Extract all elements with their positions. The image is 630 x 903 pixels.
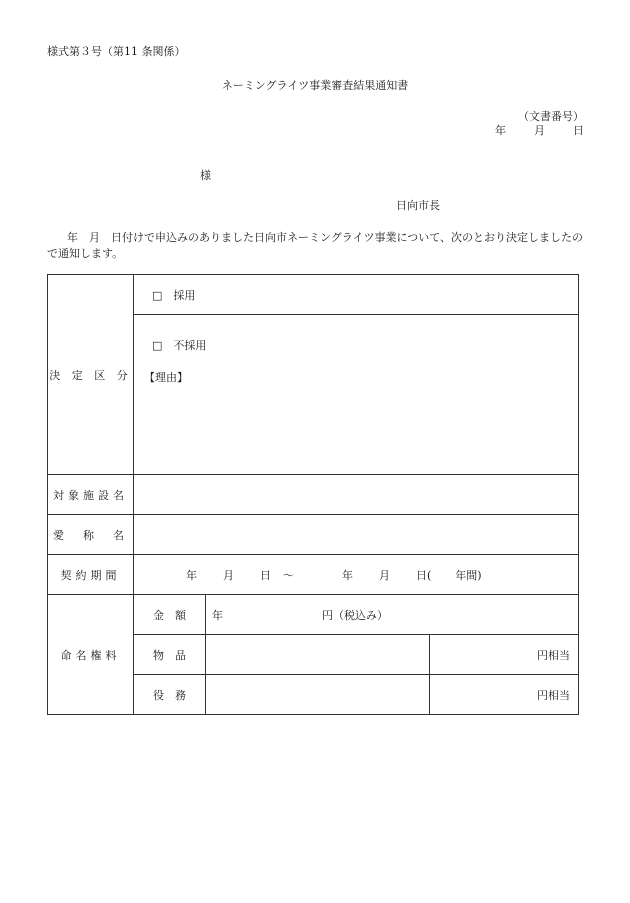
facility-field[interactable] — [134, 475, 579, 515]
end-month: 月 — [379, 568, 390, 582]
nickname-label: 愛 称 名 — [48, 515, 134, 555]
sender-name: 日向市長 — [396, 199, 440, 212]
start-year: 年 — [186, 568, 197, 582]
issue-date — [495, 125, 584, 136]
nickname-field[interactable] — [134, 515, 579, 555]
service-field[interactable] — [206, 675, 430, 715]
end-year: 年 — [342, 568, 353, 582]
date-year: 年 — [495, 124, 506, 137]
service-label: 役 務 — [134, 675, 206, 715]
service-unit: 円相当 — [430, 675, 579, 715]
period-years: 年間) — [455, 568, 482, 582]
date-day: 日 — [573, 124, 584, 137]
addressee-suffix: 様 — [200, 169, 211, 182]
amount-label: 金 額 — [134, 595, 206, 635]
amount-field[interactable]: 年 円（税込み） — [206, 595, 579, 635]
period-tilde: ～ — [283, 568, 294, 582]
form-number: 様式第３号（第11 条関係） — [47, 45, 186, 58]
option-reject[interactable]: □ 不採用 — [152, 339, 207, 352]
end-day: 日( — [416, 568, 432, 582]
reject-reason-cell — [134, 315, 579, 475]
goods-field[interactable] — [206, 635, 430, 675]
option-accept[interactable]: □ 採用 — [134, 275, 579, 315]
date-month: 月 — [534, 124, 545, 137]
body-text: 年 月 日付けで申込みのありました日向市ネーミングライツ事業について、次のとおり決定しましたので通知します。 — [47, 231, 584, 260]
facility-label: 対象施設名 — [48, 475, 134, 515]
contract-period[interactable] — [134, 555, 579, 595]
start-day: 日 — [260, 568, 271, 582]
start-month: 月 — [223, 568, 234, 582]
goods-unit: 円相当 — [430, 635, 579, 675]
reason-label: 【理由】 — [144, 371, 188, 384]
decision-table — [47, 274, 579, 715]
contract-label: 契約期間 — [48, 555, 134, 595]
document-number: （文書番号） — [518, 110, 584, 123]
decision-label: 決 定 区 分 — [48, 275, 134, 475]
document-title: ネーミングライツ事業審査結果通知書 — [221, 79, 409, 92]
fee-label: 命名権料 — [48, 595, 134, 715]
goods-label: 物 品 — [134, 635, 206, 675]
